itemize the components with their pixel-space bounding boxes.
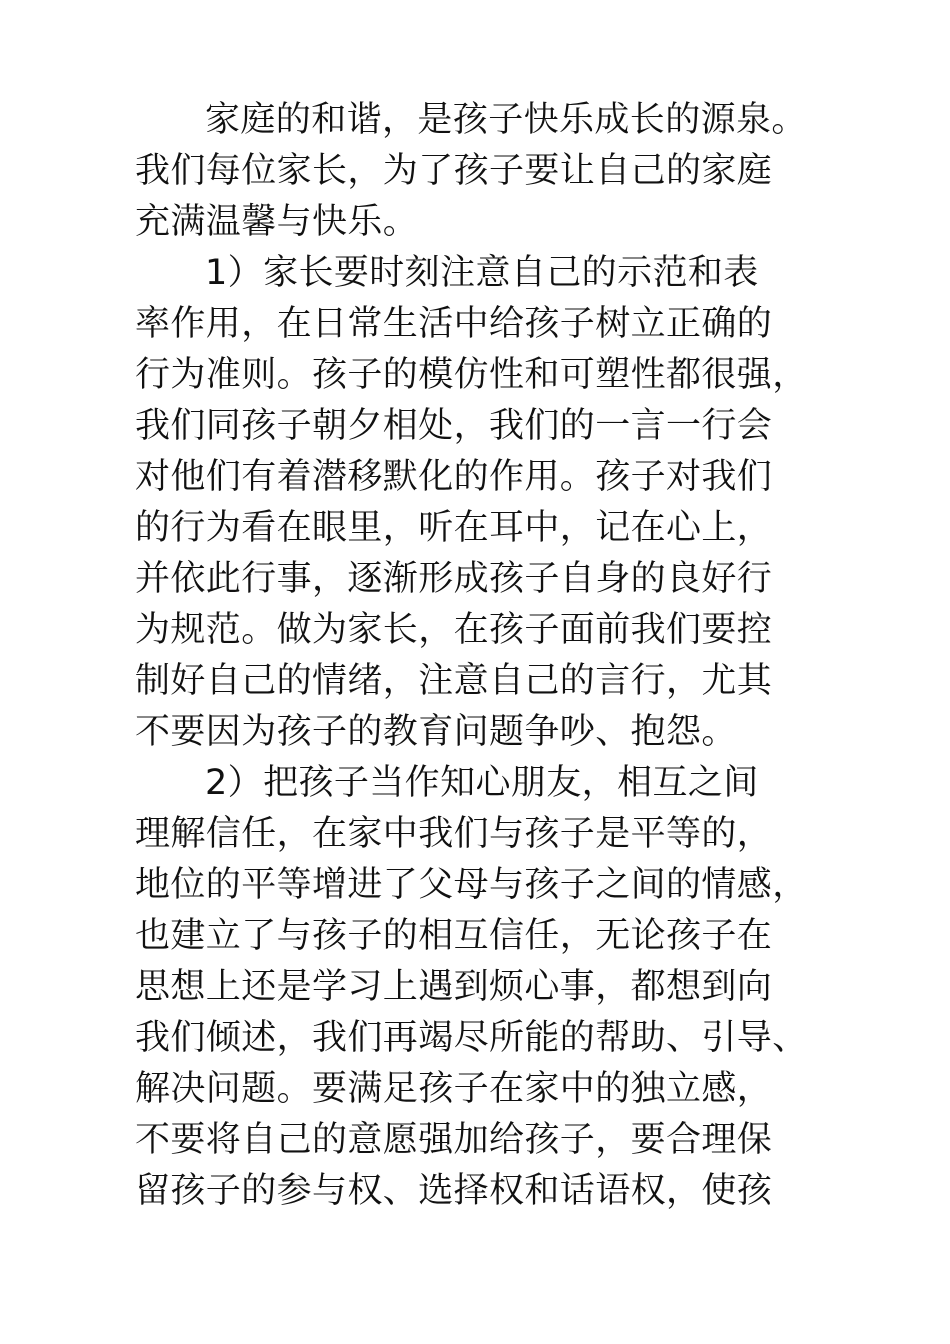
text-line: 对他们有着潜移默化的作用。孩子对我们 — [135, 457, 773, 497]
text-line: 地位的平等增进了父母与孩子之间的情感， — [135, 865, 808, 905]
text-line: 行为准则。孩子的模仿性和可塑性都很强， — [135, 355, 808, 395]
text-line: 不要将自己的意愿强加给孩子，要合理保 — [135, 1120, 773, 1160]
text-line: 我们每位家长，为了孩子要让自己的家庭 — [135, 151, 773, 191]
text-line: 不要因为孩子的教育问题争吵、抱怨。 — [135, 712, 737, 752]
text-line: 我们同孩子朝夕相处，我们的一言一行会 — [135, 406, 773, 446]
text-line: 1）家长要时刻注意自己的示范和表 — [205, 253, 759, 293]
text-line: 制好自己的情绪，注意自己的言行，尤其 — [135, 661, 773, 701]
text-line: 思想上还是学习上遇到烦心事，都想到向 — [135, 967, 773, 1007]
text-line: 率作用，在日常生活中给孩子树立正确的 — [135, 304, 773, 344]
text-line: 解决问题。要满足孩子在家中的独立感， — [135, 1069, 773, 1109]
text-line: 也建立了与孩子的相互信任，无论孩子在 — [135, 916, 773, 956]
text-line: 理解信任，在家中我们与孩子是平等的， — [135, 814, 773, 854]
text-line: 2）把孩子当作知心朋友，相互之间 — [205, 763, 759, 803]
paragraph-point-1 — [135, 248, 835, 758]
text-line: 家庭的和谐，是孩子快乐成长的源泉。 — [205, 100, 807, 140]
text-line: 的行为看在眼里，听在耳中，记在心上， — [135, 508, 773, 548]
text-line: 为规范。做为家长，在孩子面前我们要控 — [135, 610, 773, 650]
paragraph-point-2 — [135, 758, 835, 1217]
paragraph-family-harmony — [135, 95, 835, 248]
document-body — [135, 95, 835, 1217]
text-line: 充满温馨与快乐。 — [135, 202, 419, 242]
text-line: 留孩子的参与权、选择权和话语权，使孩 — [135, 1171, 773, 1211]
text-line: 并依此行事，逐渐形成孩子自身的良好行 — [135, 559, 773, 599]
text-line: 我们倾述，我们再竭尽所能的帮助、引导、 — [135, 1018, 808, 1058]
